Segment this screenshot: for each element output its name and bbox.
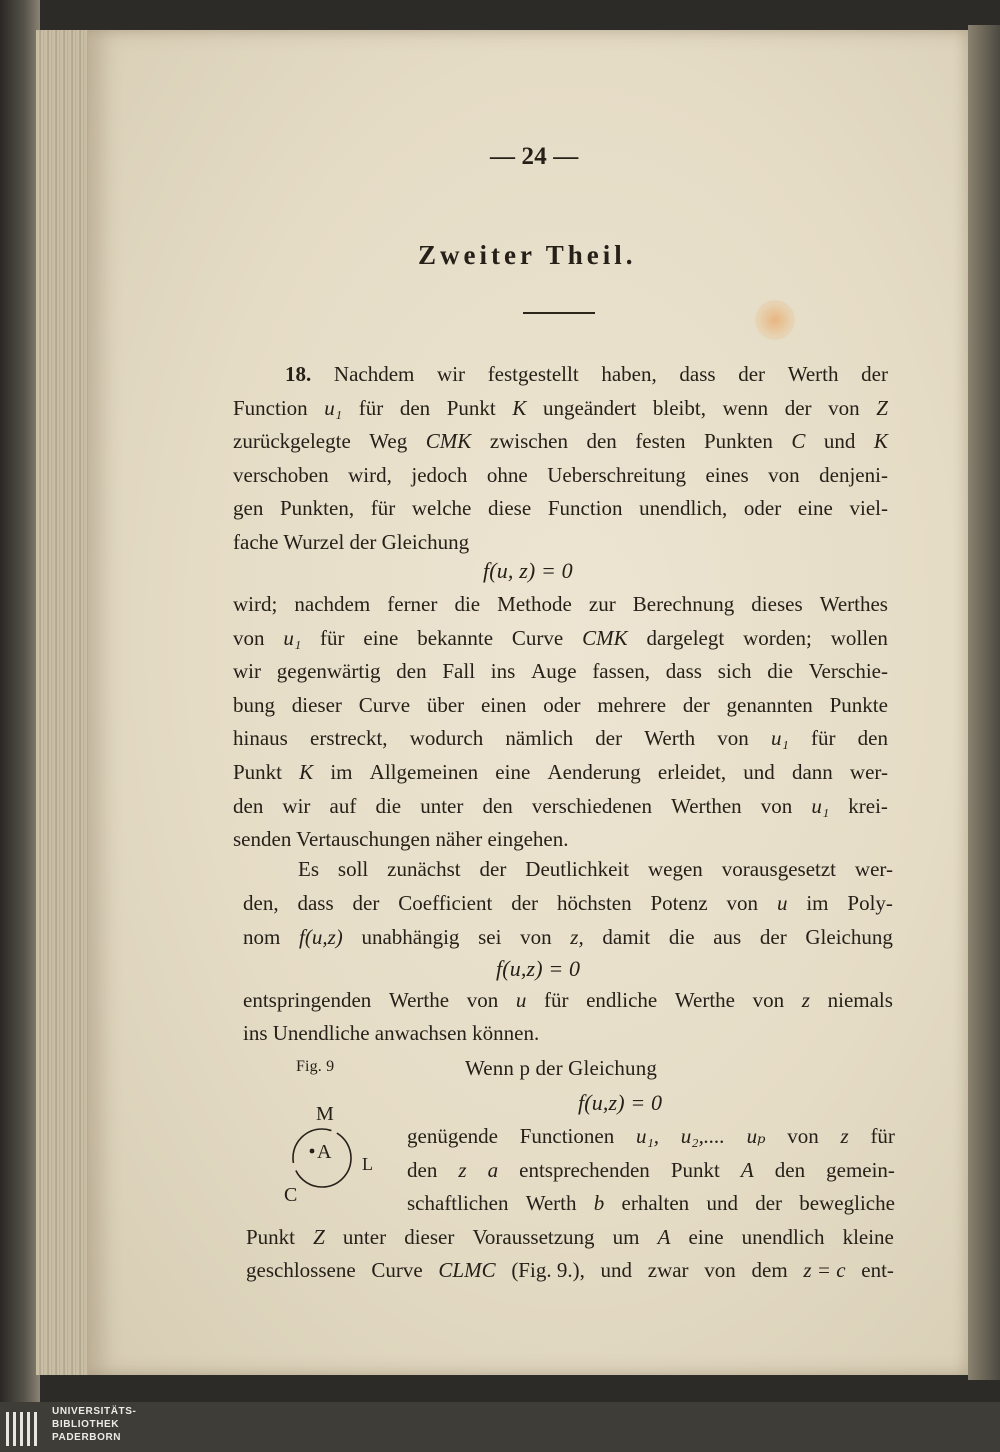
word: eine [797,496,833,521]
text-line [233,794,888,819]
word: der [784,395,812,420]
word: K [512,395,527,420]
word: oder [543,692,581,717]
word: den [233,793,264,818]
word: Fall [442,659,476,684]
word: Coefficient [398,891,493,915]
word: den [407,1157,438,1182]
word: Werthes [819,592,888,616]
word: hinaus [233,726,288,751]
word: für [370,496,396,521]
word: den [857,726,888,751]
word: der [861,362,888,386]
word: Deutlichkeit [525,857,630,881]
word: Punkt [446,395,496,420]
word: unabhängig [361,925,460,949]
word: u [776,891,788,915]
word: Curve [371,1258,423,1283]
word: Function [547,496,623,521]
word: schaftlichen [407,1191,509,1216]
word: auf [329,793,357,818]
word: festen [635,429,686,454]
text-line [233,429,888,454]
word: unter [342,1224,387,1249]
word: höchsten [556,891,632,915]
word: Z [876,395,888,420]
figure-label: Fig. 9 [296,1058,335,1075]
word: Curve [511,625,564,650]
word: sich [717,659,752,684]
word: für [810,726,836,751]
word: endliche [586,988,658,1012]
title-rule [523,312,595,314]
word: bleibt, [652,395,706,420]
word: Punkten [703,429,773,454]
word: der [479,857,507,881]
word: von [760,793,793,818]
word: ferner [387,592,438,616]
word: fassen, [592,659,651,684]
word: zur [588,592,616,616]
word: z [840,1124,849,1148]
word: z = c [803,1258,846,1283]
word: nachdem [294,592,371,616]
word: fache Wurzel der Gleichung [233,530,470,554]
word: damit [602,925,651,949]
word: bekannte [417,625,494,650]
word: Punkten, [279,496,355,521]
word: Werth [787,362,839,386]
word: zwar [647,1258,689,1283]
word: für [358,395,384,420]
word: und [600,1258,633,1283]
word: eine [363,625,399,650]
word: den, [243,891,279,915]
text-line [407,1191,895,1216]
book-spine [0,0,40,1402]
word: dass [665,659,702,684]
text-line [233,530,469,555]
word: dass [297,891,334,915]
word: den [399,395,431,420]
word: Punkt [670,1157,720,1182]
word: welche [411,496,472,521]
word: Allgemeinen [369,760,479,784]
word: Weg [369,429,408,454]
word: Werth [525,1191,577,1216]
word: Methode [497,592,572,616]
word: den [774,1157,806,1182]
word: kleine [842,1224,894,1249]
text-line [246,1225,894,1250]
word: wer- [854,857,893,881]
word: verschoben [233,462,329,487]
formula-1: f(u, z) = 0 [483,558,573,583]
word: A [657,1224,671,1249]
text-line [233,760,888,785]
word: dieses [751,592,803,616]
text-line [233,827,569,852]
word: CLMC [438,1258,496,1283]
word: von [787,1124,819,1148]
word: Verschie- [808,659,888,684]
word: unendlich, [639,496,728,521]
right-margin [968,25,1000,1380]
word: K [873,429,888,454]
page-edges [36,30,96,1375]
word: niemals [827,988,893,1012]
word: der [759,925,787,949]
word: nom [243,925,281,949]
word: Ueberschreitung [547,462,686,487]
word: (Fig. 9.), [511,1258,585,1283]
word: K [299,760,314,784]
word: gen [233,496,264,521]
word: wodurch [409,726,484,751]
paragraph-3-first-line: Wenn p der Gleichung [465,1056,657,1080]
word: Es [298,857,319,881]
word: den [396,659,427,684]
word: worden; [743,625,812,650]
word: und [823,429,856,454]
library-footer [0,1402,1000,1452]
word: Potenz [650,891,708,915]
word: wer- [849,760,888,784]
word: einen [480,692,527,717]
word: der [738,362,766,386]
word: a [487,1157,499,1182]
word: wenn [722,395,769,420]
word: ohne [486,462,528,487]
text-line [243,1021,539,1046]
word: die [668,925,695,949]
word: den [586,429,617,454]
word: um [612,1224,640,1249]
word: senden Vertauschungen näher eingehen. [233,827,569,852]
word: Functionen [519,1124,615,1148]
word: der [595,726,623,751]
word: u₂,.... [680,1124,725,1148]
word: u₁, [635,1124,660,1148]
word: unter [420,793,464,818]
figure-letter-m: M [316,1103,334,1125]
word: 18. [285,362,312,386]
word: der [755,1191,783,1216]
figure-letter-c: C [284,1184,298,1206]
text-line [233,626,888,651]
word: Werthe [388,988,450,1012]
word: mehrere [597,692,667,717]
word: Voraussetzung [472,1224,595,1249]
word: entsprechenden [519,1157,650,1182]
word: Curve [358,692,411,717]
word: der [682,692,710,717]
paper-stain [755,300,795,340]
text-line [233,726,888,751]
word: den [482,793,513,818]
word: denjeni- [819,462,888,487]
word: für [320,625,345,650]
word: erstreckt, [310,726,388,751]
word: der [511,891,539,915]
text-line [243,988,893,1013]
word: von [726,891,759,915]
word: dieser [404,1224,455,1249]
word: erhalten [621,1191,690,1216]
word: die [454,592,481,616]
figure-point-a [310,1149,315,1154]
word: gegenwärtig [276,659,381,684]
word: von [717,726,749,751]
word: ungeändert [543,395,637,420]
word: CMK [582,625,628,650]
word: unendlich [741,1224,825,1249]
text-line [233,592,888,617]
word: nämlich [505,726,574,751]
section-title: Zweiter Theil. [418,240,637,270]
word: genannten [726,692,813,717]
text-line [233,659,888,684]
word: u₁ [811,793,830,818]
word: von [752,988,785,1012]
formula-3: f(u,z) = 0 [578,1090,663,1115]
word: im [330,760,353,784]
word: wird, [348,462,392,487]
word: wollen [830,625,888,650]
footer-line-1: UNIVERSITÄTS- [52,1406,137,1417]
word: dem [751,1258,788,1283]
text-line [285,362,888,387]
word: CMK [425,429,472,454]
word: dieser [291,692,342,717]
word: uₚ [746,1124,766,1148]
text-line [233,463,888,488]
word: ins Unendliche anwachsen können. [243,1021,540,1045]
word: zwischen [489,429,568,454]
word: Auge [531,659,577,684]
word: wir [282,793,311,818]
word: wird; [233,592,278,616]
word: Z [313,1224,325,1249]
word: zurückgelegte [233,429,351,454]
footer-line-3: PADERBORN [52,1432,122,1443]
word: f(u,z) [299,925,343,949]
word: genügende [407,1124,498,1148]
figure-letter-a: A [317,1141,332,1163]
word: von [768,462,800,487]
text-line [407,1124,895,1149]
word: Werthen [671,793,742,818]
word: aus [713,925,742,949]
text-line [233,496,888,521]
word: Punkte [829,692,888,717]
word: diese [488,496,532,521]
text-line [407,1158,895,1183]
word: b [593,1191,605,1216]
word: eine [495,760,531,784]
word: über [426,692,465,717]
word: verschiedenen [531,793,652,818]
word: der [352,891,380,915]
word: u₁ [324,395,343,420]
word: dass [679,362,716,386]
word: Aenderung [547,760,641,784]
word: Punkt [246,1224,296,1249]
word: und [743,760,775,784]
word: Werth [644,726,696,751]
text-line [246,1258,894,1283]
word: gemein- [826,1157,895,1182]
word: soll [337,857,369,881]
word: krei- [848,793,888,818]
word: sei [478,925,502,949]
word: für [870,1124,895,1148]
figure-letter-l: L [362,1154,373,1174]
footer-line-2: BIBLIOTHEK [52,1419,120,1430]
word: für [543,988,569,1012]
word: dann [791,760,833,784]
library-logo-icon [6,1408,46,1446]
word: die [375,793,402,818]
word: wir [233,659,261,684]
word: von [466,988,499,1012]
text-line [233,396,888,421]
word: von [828,395,860,420]
text-line [233,693,888,718]
figure-9 [282,1098,382,1208]
word: Werthe [674,988,735,1012]
word: wir [437,362,466,386]
word: wegen [648,857,703,881]
word: bung [233,692,275,717]
text-line [298,857,893,882]
word: u₁ [770,726,789,751]
word: und [706,1191,738,1216]
word: ins [490,659,516,684]
word: zunächst [387,857,461,881]
word: im [806,891,829,915]
page-number: — 24 — [490,143,579,170]
word: z [801,988,810,1012]
word: bewegliche [799,1191,895,1216]
word: u₁ [283,625,302,650]
word: haben, [601,362,657,386]
word: u [515,988,527,1012]
word: z, [570,925,584,949]
word: z [458,1157,467,1182]
text-line [243,925,893,950]
word: C [791,429,806,454]
formula-2: f(u,z) = 0 [496,956,581,981]
word: eine [688,1224,724,1249]
word: von [704,1258,736,1283]
word: Berechnung [632,592,735,616]
word: Poly- [847,891,893,915]
word: vorausgesetzt [721,857,837,881]
word: von [233,625,265,650]
word: Punkt [233,760,283,784]
word: geschlossene [246,1258,356,1283]
word: erleidet, [657,760,727,784]
word: ent- [861,1258,894,1283]
word: eines [705,462,749,487]
word: Gleichung [805,925,893,949]
word: dargelegt [646,625,725,650]
word: Function [233,395,308,420]
word: Nachdem [333,362,415,386]
word: jedoch [411,462,468,487]
text-line [243,891,893,916]
word: von [520,925,552,949]
word: viel- [849,496,888,521]
word: A [740,1157,754,1182]
word: die [767,659,793,684]
word: entspringenden [243,988,372,1012]
word: oder [743,496,782,521]
word: festgestellt [487,362,579,386]
